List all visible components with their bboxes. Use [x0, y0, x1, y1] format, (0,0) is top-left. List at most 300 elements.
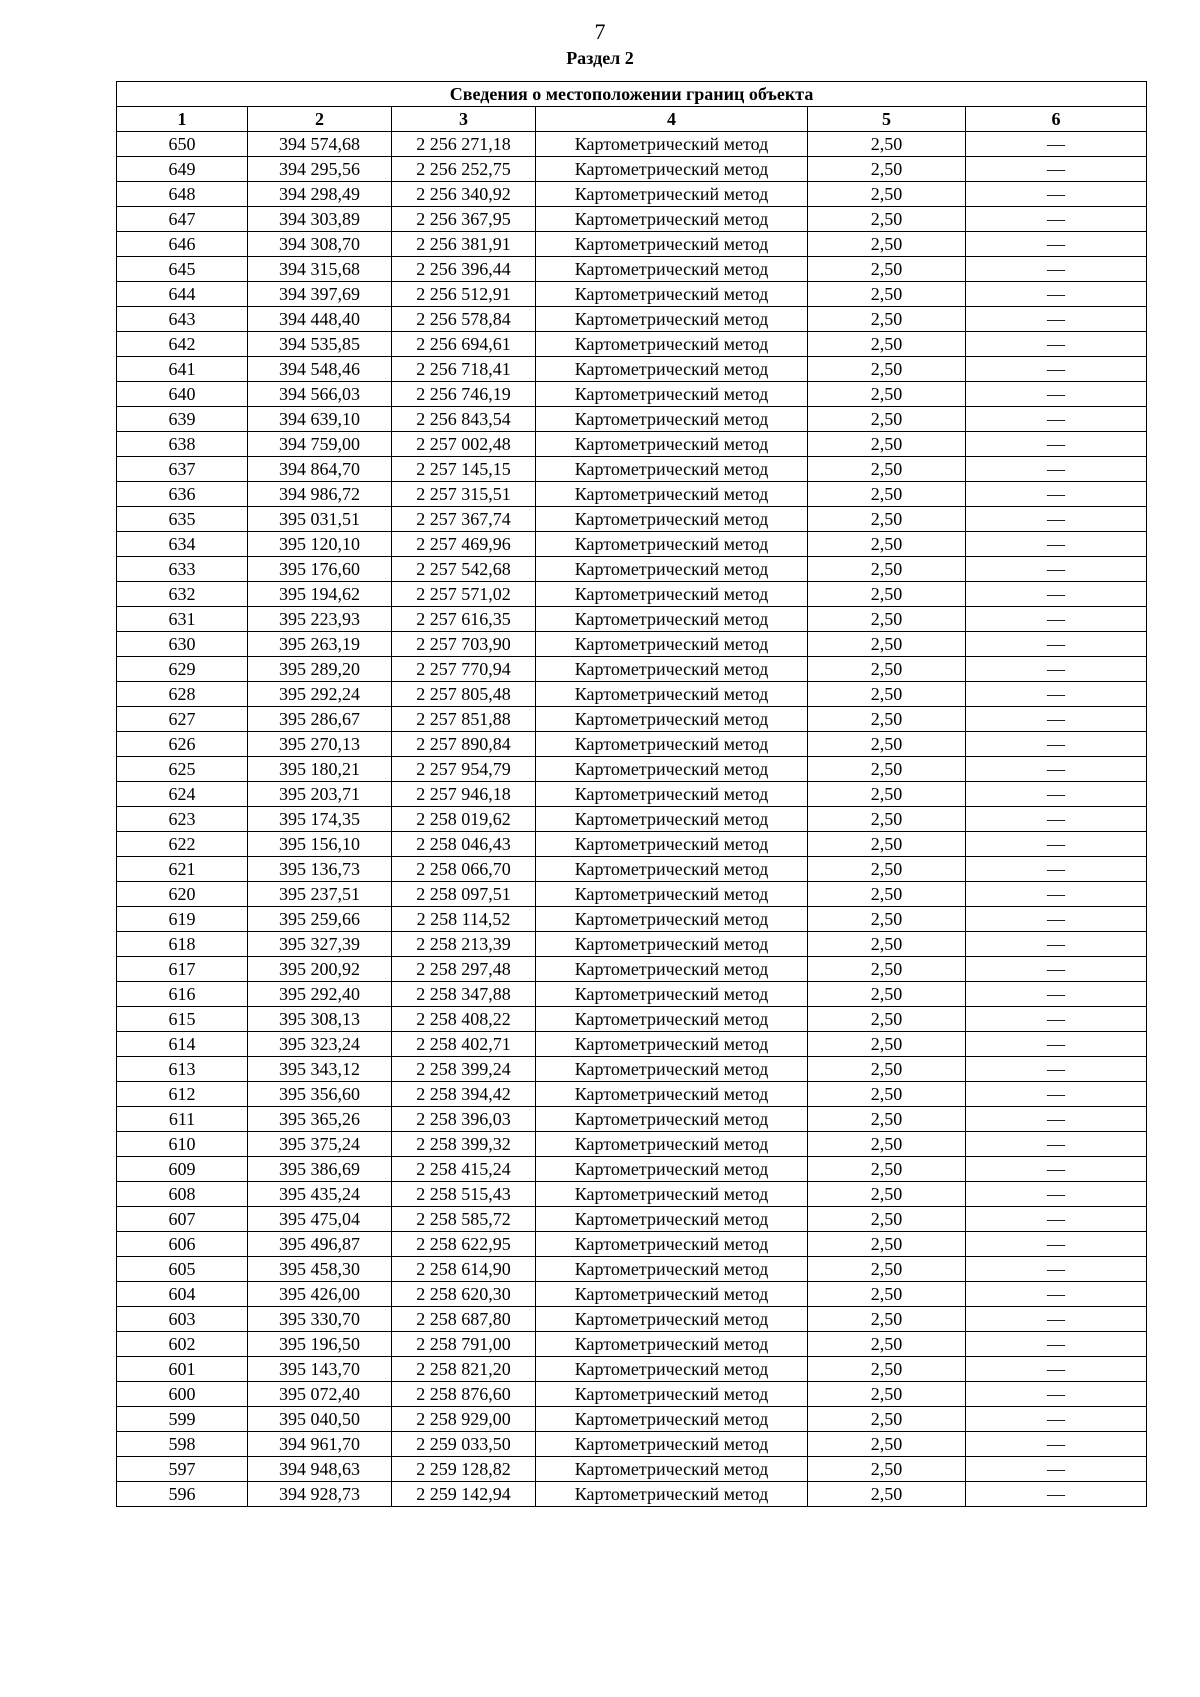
x-coordinate-cell: 395 330,70: [248, 1307, 392, 1332]
method-cell: Картометрический метод: [536, 182, 808, 207]
description-cell: —: [966, 1007, 1147, 1032]
method-cell: Картометрический метод: [536, 1382, 808, 1407]
point-number-cell: 629: [117, 657, 248, 682]
y-coordinate-cell: 2 258 297,48: [392, 957, 536, 982]
description-cell: —: [966, 132, 1147, 157]
accuracy-cell: 2,50: [808, 557, 966, 582]
description-cell: —: [966, 657, 1147, 682]
x-coordinate-cell: 395 292,40: [248, 982, 392, 1007]
accuracy-cell: 2,50: [808, 807, 966, 832]
method-cell: Картометрический метод: [536, 682, 808, 707]
point-number-cell: 601: [117, 1357, 248, 1382]
y-coordinate-cell: 2 258 821,20: [392, 1357, 536, 1382]
method-cell: Картометрический метод: [536, 707, 808, 732]
x-coordinate-cell: 395 289,20: [248, 657, 392, 682]
y-coordinate-cell: 2 257 315,51: [392, 482, 536, 507]
point-number-cell: 606: [117, 1232, 248, 1257]
table-row: [117, 332, 1147, 357]
table-row: [117, 932, 1147, 957]
accuracy-cell: 2,50: [808, 1357, 966, 1382]
method-cell: Картометрический метод: [536, 1057, 808, 1082]
method-cell: Картометрический метод: [536, 882, 808, 907]
point-number-cell: 603: [117, 1307, 248, 1332]
point-number-cell: 607: [117, 1207, 248, 1232]
point-number-cell: 620: [117, 882, 248, 907]
table-row: [117, 682, 1147, 707]
accuracy-cell: 2,50: [808, 1007, 966, 1032]
y-coordinate-cell: 2 257 145,15: [392, 457, 536, 482]
section-title: Раздел 2: [566, 48, 634, 68]
table-header-row: [117, 107, 1147, 132]
accuracy-cell: 2,50: [808, 1482, 966, 1507]
description-cell: —: [966, 307, 1147, 332]
column-header: 1: [117, 107, 248, 132]
x-coordinate-cell: 395 174,35: [248, 807, 392, 832]
table-row: [117, 982, 1147, 1007]
y-coordinate-cell: 2 256 694,61: [392, 332, 536, 357]
x-coordinate-cell: 394 315,68: [248, 257, 392, 282]
method-cell: Картометрический метод: [536, 932, 808, 957]
description-cell: —: [966, 1107, 1147, 1132]
x-coordinate-cell: 394 948,63: [248, 1457, 392, 1482]
accuracy-cell: 2,50: [808, 882, 966, 907]
accuracy-cell: 2,50: [808, 132, 966, 157]
x-coordinate-cell: 394 986,72: [248, 482, 392, 507]
x-coordinate-cell: 395 327,39: [248, 932, 392, 957]
table-row: [117, 1207, 1147, 1232]
accuracy-cell: 2,50: [808, 1132, 966, 1157]
y-coordinate-cell: 2 258 114,52: [392, 907, 536, 932]
method-cell: Картометрический метод: [536, 632, 808, 657]
column-header: 4: [536, 107, 808, 132]
table-row: [117, 1232, 1147, 1257]
point-number-cell: 633: [117, 557, 248, 582]
point-number-cell: 636: [117, 482, 248, 507]
description-cell: —: [966, 1457, 1147, 1482]
description-cell: —: [966, 482, 1147, 507]
column-header: 2: [248, 107, 392, 132]
y-coordinate-cell: 2 256 271,18: [392, 132, 536, 157]
y-coordinate-cell: 2 258 929,00: [392, 1407, 536, 1432]
description-cell: —: [966, 1282, 1147, 1307]
table-row: [117, 1257, 1147, 1282]
point-number-cell: 600: [117, 1382, 248, 1407]
page-number: 7: [594, 19, 606, 44]
method-cell: Картометрический метод: [536, 532, 808, 557]
description-cell: —: [966, 1182, 1147, 1207]
description-cell: —: [966, 432, 1147, 457]
point-number-cell: 647: [117, 207, 248, 232]
table-row: [117, 857, 1147, 882]
x-coordinate-cell: 394 864,70: [248, 457, 392, 482]
method-cell: Картометрический метод: [536, 1157, 808, 1182]
table-row: [117, 1282, 1147, 1307]
description-cell: —: [966, 832, 1147, 857]
point-number-cell: 621: [117, 857, 248, 882]
method-cell: Картометрический метод: [536, 1232, 808, 1257]
x-coordinate-cell: 395 196,50: [248, 1332, 392, 1357]
accuracy-cell: 2,50: [808, 257, 966, 282]
method-cell: Картометрический метод: [536, 257, 808, 282]
method-cell: Картометрический метод: [536, 232, 808, 257]
y-coordinate-cell: 2 256 746,19: [392, 382, 536, 407]
method-cell: Картометрический метод: [536, 982, 808, 1007]
accuracy-cell: 2,50: [808, 207, 966, 232]
description-cell: —: [966, 957, 1147, 982]
x-coordinate-cell: 395 323,24: [248, 1032, 392, 1057]
x-coordinate-cell: 394 448,40: [248, 307, 392, 332]
y-coordinate-cell: 2 258 396,03: [392, 1107, 536, 1132]
table-row: [117, 757, 1147, 782]
accuracy-cell: 2,50: [808, 1032, 966, 1057]
method-cell: Картометрический метод: [536, 357, 808, 382]
point-number-cell: 627: [117, 707, 248, 732]
point-number-cell: 613: [117, 1057, 248, 1082]
y-coordinate-cell: 2 258 019,62: [392, 807, 536, 832]
table-row: [117, 282, 1147, 307]
point-number-cell: 609: [117, 1157, 248, 1182]
table-row: [117, 507, 1147, 532]
description-cell: —: [966, 1232, 1147, 1257]
point-number-cell: 626: [117, 732, 248, 757]
y-coordinate-cell: 2 258 585,72: [392, 1207, 536, 1232]
y-coordinate-cell: 2 258 622,95: [392, 1232, 536, 1257]
method-cell: Картометрический метод: [536, 457, 808, 482]
accuracy-cell: 2,50: [808, 732, 966, 757]
method-cell: Картометрический метод: [536, 1032, 808, 1057]
column-header: 5: [808, 107, 966, 132]
y-coordinate-cell: 2 258 791,00: [392, 1332, 536, 1357]
method-cell: Картометрический метод: [536, 482, 808, 507]
y-coordinate-cell: 2 258 399,32: [392, 1132, 536, 1157]
y-coordinate-cell: 2 258 399,24: [392, 1057, 536, 1082]
y-coordinate-cell: 2 258 402,71: [392, 1032, 536, 1057]
point-number-cell: 618: [117, 932, 248, 957]
x-coordinate-cell: 395 031,51: [248, 507, 392, 532]
table-row: [117, 832, 1147, 857]
table-row: [117, 1107, 1147, 1132]
x-coordinate-cell: 395 496,87: [248, 1232, 392, 1257]
point-number-cell: 639: [117, 407, 248, 432]
accuracy-cell: 2,50: [808, 582, 966, 607]
accuracy-cell: 2,50: [808, 607, 966, 632]
point-number-cell: 615: [117, 1007, 248, 1032]
description-cell: —: [966, 1382, 1147, 1407]
point-number-cell: 622: [117, 832, 248, 857]
table-row: [117, 382, 1147, 407]
table-row: [117, 657, 1147, 682]
x-coordinate-cell: 395 143,70: [248, 1357, 392, 1382]
table-row: [117, 1457, 1147, 1482]
accuracy-cell: 2,50: [808, 1457, 966, 1482]
description-cell: —: [966, 1432, 1147, 1457]
y-coordinate-cell: 2 256 252,75: [392, 157, 536, 182]
y-coordinate-cell: 2 257 805,48: [392, 682, 536, 707]
accuracy-cell: 2,50: [808, 1057, 966, 1082]
method-cell: Картометрический метод: [536, 1407, 808, 1432]
table-row: [117, 482, 1147, 507]
point-number-cell: 637: [117, 457, 248, 482]
method-cell: Картометрический метод: [536, 782, 808, 807]
table-row: [117, 582, 1147, 607]
x-coordinate-cell: 394 397,69: [248, 282, 392, 307]
y-coordinate-cell: 2 257 469,96: [392, 532, 536, 557]
x-coordinate-cell: 395 200,92: [248, 957, 392, 982]
x-coordinate-cell: 395 203,71: [248, 782, 392, 807]
method-cell: Картометрический метод: [536, 857, 808, 882]
x-coordinate-cell: 395 270,13: [248, 732, 392, 757]
table-caption: Сведения о местоположении границ объекта: [117, 82, 1147, 107]
method-cell: Картометрический метод: [536, 132, 808, 157]
y-coordinate-cell: 2 257 367,74: [392, 507, 536, 532]
accuracy-cell: 2,50: [808, 657, 966, 682]
description-cell: —: [966, 1482, 1147, 1507]
accuracy-cell: 2,50: [808, 682, 966, 707]
point-number-cell: 596: [117, 1482, 248, 1507]
point-number-cell: 602: [117, 1332, 248, 1357]
method-cell: Картометрический метод: [536, 407, 808, 432]
method-cell: Картометрический метод: [536, 1082, 808, 1107]
x-coordinate-cell: 395 386,69: [248, 1157, 392, 1182]
description-cell: —: [966, 1132, 1147, 1157]
point-number-cell: 625: [117, 757, 248, 782]
table-row: [117, 957, 1147, 982]
description-cell: —: [966, 357, 1147, 382]
point-number-cell: 611: [117, 1107, 248, 1132]
accuracy-cell: 2,50: [808, 1182, 966, 1207]
accuracy-cell: 2,50: [808, 1207, 966, 1232]
method-cell: Картометрический метод: [536, 1357, 808, 1382]
description-cell: —: [966, 932, 1147, 957]
description-cell: —: [966, 157, 1147, 182]
table-row: [117, 1407, 1147, 1432]
x-coordinate-cell: 395 136,73: [248, 857, 392, 882]
description-cell: —: [966, 582, 1147, 607]
description-cell: —: [966, 1082, 1147, 1107]
y-coordinate-cell: 2 256 843,54: [392, 407, 536, 432]
y-coordinate-cell: 2 258 394,42: [392, 1082, 536, 1107]
y-coordinate-cell: 2 256 396,44: [392, 257, 536, 282]
x-coordinate-cell: 395 426,00: [248, 1282, 392, 1307]
y-coordinate-cell: 2 259 142,94: [392, 1482, 536, 1507]
method-cell: Картометрический метод: [536, 432, 808, 457]
table-row: [117, 1182, 1147, 1207]
x-coordinate-cell: 395 040,50: [248, 1407, 392, 1432]
accuracy-cell: 2,50: [808, 632, 966, 657]
accuracy-cell: 2,50: [808, 1157, 966, 1182]
x-coordinate-cell: 395 223,93: [248, 607, 392, 632]
accuracy-cell: 2,50: [808, 857, 966, 882]
description-cell: —: [966, 557, 1147, 582]
description-cell: —: [966, 532, 1147, 557]
method-cell: Картометрический метод: [536, 157, 808, 182]
point-number-cell: 616: [117, 982, 248, 1007]
description-cell: —: [966, 1357, 1147, 1382]
point-number-cell: 648: [117, 182, 248, 207]
accuracy-cell: 2,50: [808, 757, 966, 782]
y-coordinate-cell: 2 258 408,22: [392, 1007, 536, 1032]
table-row: [117, 1357, 1147, 1382]
accuracy-cell: 2,50: [808, 507, 966, 532]
x-coordinate-cell: 395 292,24: [248, 682, 392, 707]
y-coordinate-cell: 2 256 381,91: [392, 232, 536, 257]
point-number-cell: 630: [117, 632, 248, 657]
table-row: [117, 1082, 1147, 1107]
point-number-cell: 642: [117, 332, 248, 357]
table-row: [117, 1032, 1147, 1057]
method-cell: Картометрический метод: [536, 1432, 808, 1457]
accuracy-cell: 2,50: [808, 482, 966, 507]
x-coordinate-cell: 395 475,04: [248, 1207, 392, 1232]
method-cell: Картометрический метод: [536, 557, 808, 582]
y-coordinate-cell: 2 258 066,70: [392, 857, 536, 882]
point-number-cell: 635: [117, 507, 248, 532]
x-coordinate-cell: 395 356,60: [248, 1082, 392, 1107]
x-coordinate-cell: 395 308,13: [248, 1007, 392, 1032]
y-coordinate-cell: 2 258 515,43: [392, 1182, 536, 1207]
method-cell: Картометрический метод: [536, 1282, 808, 1307]
description-cell: —: [966, 507, 1147, 532]
method-cell: Картометрический метод: [536, 807, 808, 832]
method-cell: Картометрический метод: [536, 907, 808, 932]
description-cell: —: [966, 382, 1147, 407]
x-coordinate-cell: 394 639,10: [248, 407, 392, 432]
x-coordinate-cell: 395 343,12: [248, 1057, 392, 1082]
y-coordinate-cell: 2 256 512,91: [392, 282, 536, 307]
description-cell: —: [966, 457, 1147, 482]
y-coordinate-cell: 2 258 614,90: [392, 1257, 536, 1282]
method-cell: Картометрический метод: [536, 957, 808, 982]
x-coordinate-cell: 395 458,30: [248, 1257, 392, 1282]
table-row: [117, 432, 1147, 457]
x-coordinate-cell: 394 308,70: [248, 232, 392, 257]
point-number-cell: 619: [117, 907, 248, 932]
x-coordinate-cell: 394 298,49: [248, 182, 392, 207]
method-cell: Картометрический метод: [536, 732, 808, 757]
table-row: [117, 707, 1147, 732]
table-row: [117, 532, 1147, 557]
method-cell: Картометрический метод: [536, 832, 808, 857]
x-coordinate-cell: 395 259,66: [248, 907, 392, 932]
description-cell: —: [966, 407, 1147, 432]
method-cell: Картометрический метод: [536, 1257, 808, 1282]
y-coordinate-cell: 2 257 542,68: [392, 557, 536, 582]
point-number-cell: 640: [117, 382, 248, 407]
accuracy-cell: 2,50: [808, 157, 966, 182]
accuracy-cell: 2,50: [808, 307, 966, 332]
description-cell: —: [966, 282, 1147, 307]
point-number-cell: 646: [117, 232, 248, 257]
table-row: [117, 232, 1147, 257]
description-cell: —: [966, 882, 1147, 907]
y-coordinate-cell: 2 257 851,88: [392, 707, 536, 732]
accuracy-cell: 2,50: [808, 782, 966, 807]
table-row: [117, 607, 1147, 632]
x-coordinate-cell: 394 574,68: [248, 132, 392, 157]
accuracy-cell: 2,50: [808, 457, 966, 482]
table-row: [117, 907, 1147, 932]
table-row: [117, 782, 1147, 807]
x-coordinate-cell: 395 286,67: [248, 707, 392, 732]
table-row: [117, 732, 1147, 757]
x-coordinate-cell: 394 928,73: [248, 1482, 392, 1507]
point-number-cell: 617: [117, 957, 248, 982]
y-coordinate-cell: 2 257 946,18: [392, 782, 536, 807]
y-coordinate-cell: 2 259 128,82: [392, 1457, 536, 1482]
description-cell: —: [966, 182, 1147, 207]
x-coordinate-cell: 395 120,10: [248, 532, 392, 557]
description-cell: —: [966, 1157, 1147, 1182]
y-coordinate-cell: 2 257 616,35: [392, 607, 536, 632]
x-coordinate-cell: 395 072,40: [248, 1382, 392, 1407]
y-coordinate-cell: 2 257 890,84: [392, 732, 536, 757]
table-row: [117, 307, 1147, 332]
accuracy-cell: 2,50: [808, 1407, 966, 1432]
description-cell: —: [966, 232, 1147, 257]
accuracy-cell: 2,50: [808, 1257, 966, 1282]
y-coordinate-cell: 2 257 954,79: [392, 757, 536, 782]
table-row: [117, 1007, 1147, 1032]
point-number-cell: 649: [117, 157, 248, 182]
point-number-cell: 641: [117, 357, 248, 382]
point-number-cell: 643: [117, 307, 248, 332]
x-coordinate-cell: 394 961,70: [248, 1432, 392, 1457]
method-cell: Картометрический метод: [536, 1307, 808, 1332]
accuracy-cell: 2,50: [808, 1332, 966, 1357]
x-coordinate-cell: 394 759,00: [248, 432, 392, 457]
accuracy-cell: 2,50: [808, 1107, 966, 1132]
method-cell: Картометрический метод: [536, 757, 808, 782]
method-cell: Картометрический метод: [536, 332, 808, 357]
description-cell: —: [966, 732, 1147, 757]
accuracy-cell: 2,50: [808, 1282, 966, 1307]
y-coordinate-cell: 2 258 097,51: [392, 882, 536, 907]
x-coordinate-cell: 395 237,51: [248, 882, 392, 907]
accuracy-cell: 2,50: [808, 407, 966, 432]
point-number-cell: 610: [117, 1132, 248, 1157]
y-coordinate-cell: 2 257 703,90: [392, 632, 536, 657]
description-cell: —: [966, 1307, 1147, 1332]
x-coordinate-cell: 394 535,85: [248, 332, 392, 357]
y-coordinate-cell: 2 256 367,95: [392, 207, 536, 232]
table-row: [117, 1307, 1147, 1332]
table-row: [117, 132, 1147, 157]
x-coordinate-cell: 395 180,21: [248, 757, 392, 782]
accuracy-cell: 2,50: [808, 932, 966, 957]
table-row: [117, 157, 1147, 182]
accuracy-cell: 2,50: [808, 432, 966, 457]
x-coordinate-cell: 395 176,60: [248, 557, 392, 582]
method-cell: Картометрический метод: [536, 1107, 808, 1132]
method-cell: Картометрический метод: [536, 307, 808, 332]
description-cell: —: [966, 1332, 1147, 1357]
method-cell: Картометрический метод: [536, 582, 808, 607]
description-cell: —: [966, 807, 1147, 832]
table-row: [117, 357, 1147, 382]
x-coordinate-cell: 395 194,62: [248, 582, 392, 607]
point-number-cell: 645: [117, 257, 248, 282]
table-row: [117, 207, 1147, 232]
accuracy-cell: 2,50: [808, 282, 966, 307]
point-number-cell: 632: [117, 582, 248, 607]
y-coordinate-cell: 2 257 571,02: [392, 582, 536, 607]
table-body: [117, 132, 1147, 1507]
point-number-cell: 623: [117, 807, 248, 832]
x-coordinate-cell: 394 548,46: [248, 357, 392, 382]
accuracy-cell: 2,50: [808, 957, 966, 982]
point-number-cell: 624: [117, 782, 248, 807]
description-cell: —: [966, 1407, 1147, 1432]
